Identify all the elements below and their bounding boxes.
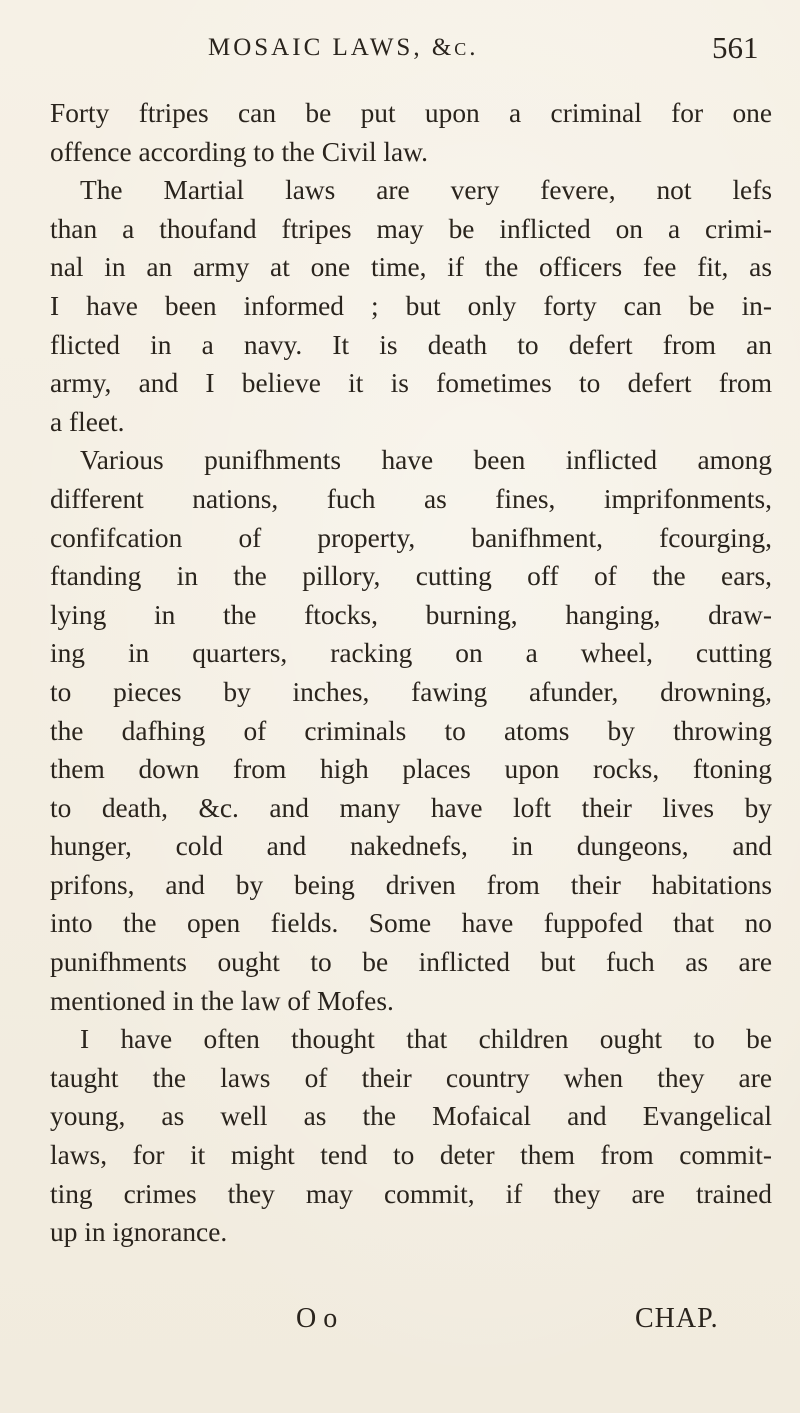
page-header (0, 30, 800, 70)
text-line: army, and I believe it is fometimes to defert from (50, 368, 772, 399)
text-line: ftanding in the pillory, cutting off of the ears, (50, 561, 772, 592)
body-text (50, 94, 772, 1252)
text-line: them down from high places upon rocks, ftoning (50, 754, 772, 785)
text-line: than a thoufand ftripes may be inflicted on a crimi- (50, 213, 772, 244)
catchword: CHAP. (635, 1303, 719, 1334)
text-line: nal in an army at one time, if the officers fee fit, as (50, 252, 772, 283)
text-line: a fleet. (50, 406, 125, 437)
text-line: young, as well as the Mofaical and Evangelical (50, 1101, 772, 1132)
text-line: prifons, and by being driven from their habitations (50, 869, 772, 900)
text-line: flicted in a navy. It is death to defert from an (50, 329, 772, 360)
signature-mark: O o (296, 1303, 338, 1334)
text-line: ting crimes they may commit, if they are trained (50, 1178, 772, 1209)
text-line: The Martial laws are very fevere, not lefs (80, 175, 772, 206)
text-line: into the open fields. Some have fuppofed that no (50, 908, 772, 939)
text-line: mentioned in the law of Mofes. (50, 985, 394, 1016)
text-line: laws, for it might tend to deter them from commit- (50, 1140, 772, 1171)
text-line: hunger, cold and nakednefs, in dungeons, and (50, 831, 772, 862)
text-line: up in ignorance. (50, 1217, 228, 1248)
text-line: punifhments ought to be inflicted but fuch as are (50, 947, 772, 978)
text-line: the dafhing of criminals to atoms by throwing (50, 715, 772, 746)
text-line: taught the laws of their country when they are (50, 1062, 772, 1093)
text-line: confifcation of property, banifhment, fcourging, (50, 522, 772, 553)
text-line: lying in the ftocks, burning, hanging, draw- (50, 599, 772, 630)
text-line: to pieces by inches, fawing afunder, drowning, (50, 676, 772, 707)
text-line: different nations, fuch as fines, imprifonments, (50, 483, 772, 514)
text-line: I have been informed ; but only forty can be in- (50, 290, 772, 321)
text-line: to death, &c. and many have loft their lives by (50, 792, 772, 823)
text-line: Various punifhments have been inflicted among (80, 445, 772, 476)
page-number: 561 (712, 30, 759, 65)
text-line: offence according to the Civil law. (50, 136, 429, 167)
page-footer (0, 1303, 800, 1347)
text-line: ing in quarters, racking on a wheel, cutting (50, 638, 772, 669)
text-line: Forty ftripes can be put upon a criminal for one (50, 98, 772, 128)
text-line: I have often thought that children ought to be (80, 1024, 772, 1055)
running-head: MOSAIC LAWS, &c. (208, 34, 479, 61)
